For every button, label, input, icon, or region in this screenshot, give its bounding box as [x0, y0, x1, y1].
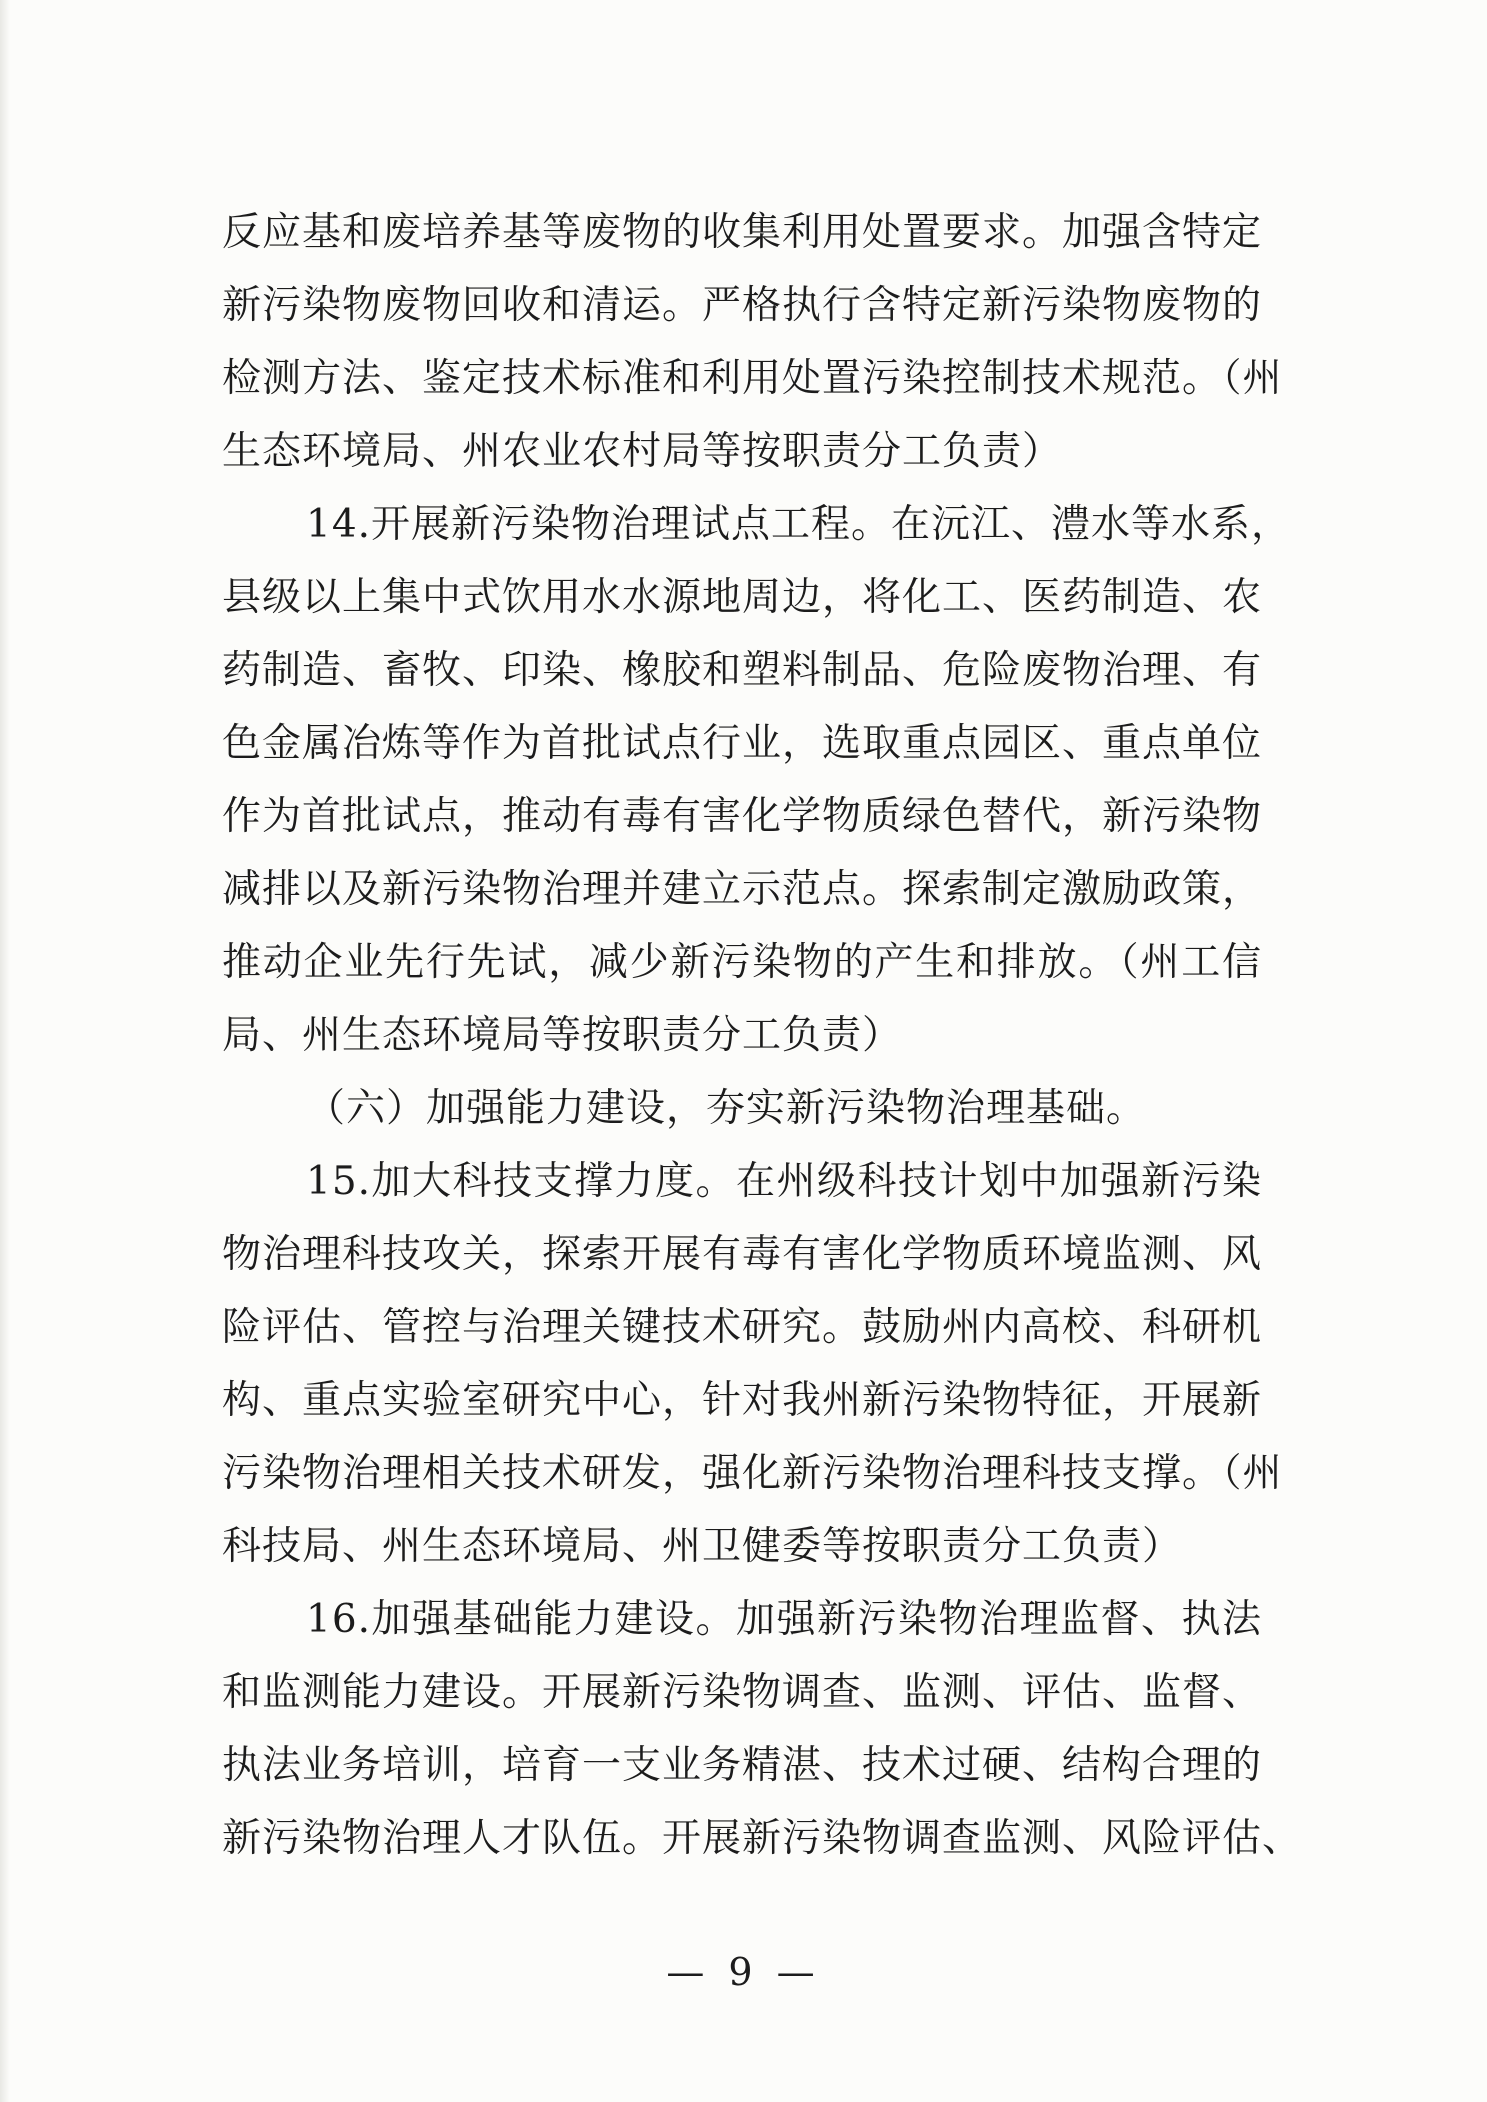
text-line-1: 反应基和废培养基等废物的收集利用处置要求。加强含特定 — [222, 210, 1263, 255]
text-line-18: 污染物治理相关技术研发，强化新污染物治理科技支撑。（州 — [222, 1451, 1283, 1496]
text-line-9: 作为首批试点，推动有毒有害化学物质绿色替代，新污染物 — [222, 794, 1263, 839]
text-line-23: 新污染物治理人才队伍。开展新污染物调查监测、风险评估、 — [222, 1816, 1303, 1861]
text-line-8: 色金属冶炼等作为首批试点行业，选取重点园区、重点单位 — [222, 721, 1263, 766]
text-line-15: 物治理科技攻关，探索开展有毒有害化学物质环境监测、风 — [222, 1232, 1263, 1277]
page-edge-shadow — [0, 0, 10, 2102]
paragraph-16-heading: 16.加强基础能力建设。加强新污染物治理监督、执法 — [306, 1597, 1262, 1642]
paragraph-14-heading: 14.开展新污染物治理试点工程。在沅江、澧水等水系， — [306, 502, 1292, 547]
paragraph-15-heading: 15.加大科技支撑力度。在州级科技计划中加强新污染 — [306, 1159, 1262, 1204]
text-line-11: 推动企业先行先试，减少新污染物的产生和排放。（州工信 — [222, 940, 1262, 985]
text-line-4: 生态环境局、州农业农村局等按职责分工负责） — [222, 429, 1063, 474]
text-line-12: 局、州生态环境局等按职责分工负责） — [222, 1013, 903, 1058]
text-line-17: 构、重点实验室研究中心，针对我州新污染物特征，开展新 — [222, 1378, 1263, 1423]
text-line-2: 新污染物废物回收和清运。严格执行含特定新污染物废物的 — [222, 283, 1263, 328]
section-heading-6: （六）加强能力建设，夯实新污染物治理基础。 — [306, 1086, 1147, 1131]
text-line-10: 减排以及新污染物治理并建立示范点。探索制定激励政策， — [222, 867, 1263, 912]
text-line-19: 科技局、州生态环境局、州卫健委等按职责分工负责） — [222, 1524, 1183, 1569]
text-line-6: 县级以上集中式饮用水水源地周边，将化工、医药制造、农 — [222, 575, 1263, 620]
text-line-7: 药制造、畜牧、印染、橡胶和塑料制品、危险废物治理、有 — [222, 648, 1263, 693]
text-line-16: 险评估、管控与治理关键技术研究。鼓励州内高校、科研机 — [222, 1305, 1263, 1350]
text-line-22: 执法业务培训，培育一支业务精湛、技术过硬、结构合理的 — [222, 1743, 1263, 1788]
page-number: — 9 — — [666, 1950, 821, 1994]
text-line-3: 检测方法、鉴定技术标准和利用处置污染控制技术规范。（州 — [222, 356, 1283, 401]
text-line-21: 和监测能力建设。开展新污染物调查、监测、评估、监督、 — [222, 1670, 1263, 1715]
